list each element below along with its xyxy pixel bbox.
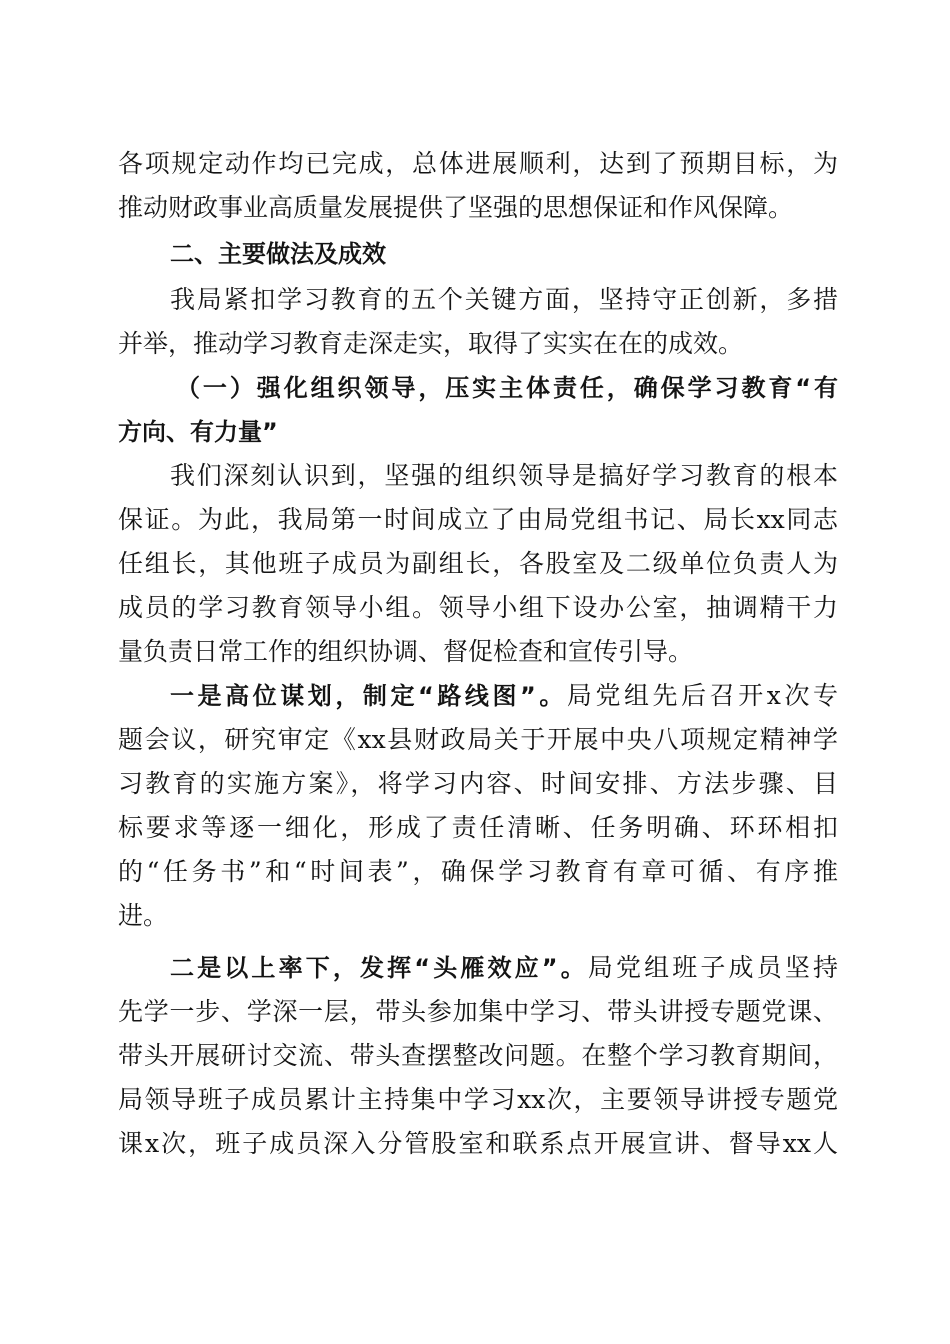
paragraph-line: 进。 xyxy=(118,901,169,930)
paragraph-line: 推动财政事业高质量发展提供了坚强的思想保证和作风保障。 xyxy=(118,193,794,222)
paragraph-lead: 二是以上率下，发挥“头雁效应”。 xyxy=(170,954,588,982)
paragraph-line: 标要求等逐一细化，形成了责任清晰、任务明确、环环相扣 xyxy=(118,813,838,842)
subsection-heading: 方向、有力量” xyxy=(118,418,278,446)
paragraph-text: 局党组班子成员坚持 xyxy=(587,953,838,982)
paragraph-line: 我们深刻认识到，坚强的组织领导是搞好学习教育的根本 xyxy=(170,461,838,490)
paragraph-line: 各项规定动作均已完成，总体进展顺利，达到了预期目标，为 xyxy=(118,149,838,178)
paragraph-line: 局领导班子成员累计主持集中学习xx次，主要领导讲授专题党 xyxy=(118,1085,838,1114)
paragraph-line: 成员的学习教育领导小组。领导小组下设办公室，抽调精干力 xyxy=(118,593,838,622)
paragraph-line: 习教育的实施方案》，将学习内容、时间安排、方法步骤、目 xyxy=(118,769,838,798)
paragraph-line: 课x次，班子成员深入分管股室和联系点开展宣讲、督导xx人 xyxy=(118,1129,838,1158)
paragraph-line: 我局紧扣学习教育的五个关键方面，坚持守正创新，多措 xyxy=(170,285,838,314)
paragraph-line: 带头开展研讨交流、带头查摆整改问题。在整个学习教育期间， xyxy=(118,1041,838,1070)
paragraph-line xyxy=(118,946,838,990)
paragraph-line xyxy=(118,674,838,718)
paragraph-lead: 一是高位谋划，制定“路线图”。 xyxy=(170,682,567,710)
paragraph-line: 题会议，研究审定《xx县财政局关于开展中央八项规定精神学 xyxy=(118,725,838,754)
paragraph-line: 任组长，其他班子成员为副组长，各股室及二级单位负责人为 xyxy=(118,549,838,578)
paragraph-line: 并举，推动学习教育走深走实，取得了实实在在的成效。 xyxy=(118,329,744,358)
paragraph-text: 局党组先后召开x次专 xyxy=(566,681,838,710)
subsection-heading: （一）强化组织领导，压实主体责任，确保学习教育“有 xyxy=(176,374,838,402)
section-heading: 二、主要做法及成效 xyxy=(170,240,386,268)
paragraph-line: 的“任务书”和“时间表”，确保学习教育有章可循、有序推 xyxy=(118,857,838,886)
paragraph-line: 先学一步、学深一层，带头参加集中学习、带头讲授专题党课、 xyxy=(118,997,838,1026)
paragraph-line: 量负责日常工作的组织协调、督促检查和宣传引导。 xyxy=(118,637,694,666)
paragraph-line: 保证。为此，我局第一时间成立了由局党组书记、局长xx同志 xyxy=(118,505,838,534)
